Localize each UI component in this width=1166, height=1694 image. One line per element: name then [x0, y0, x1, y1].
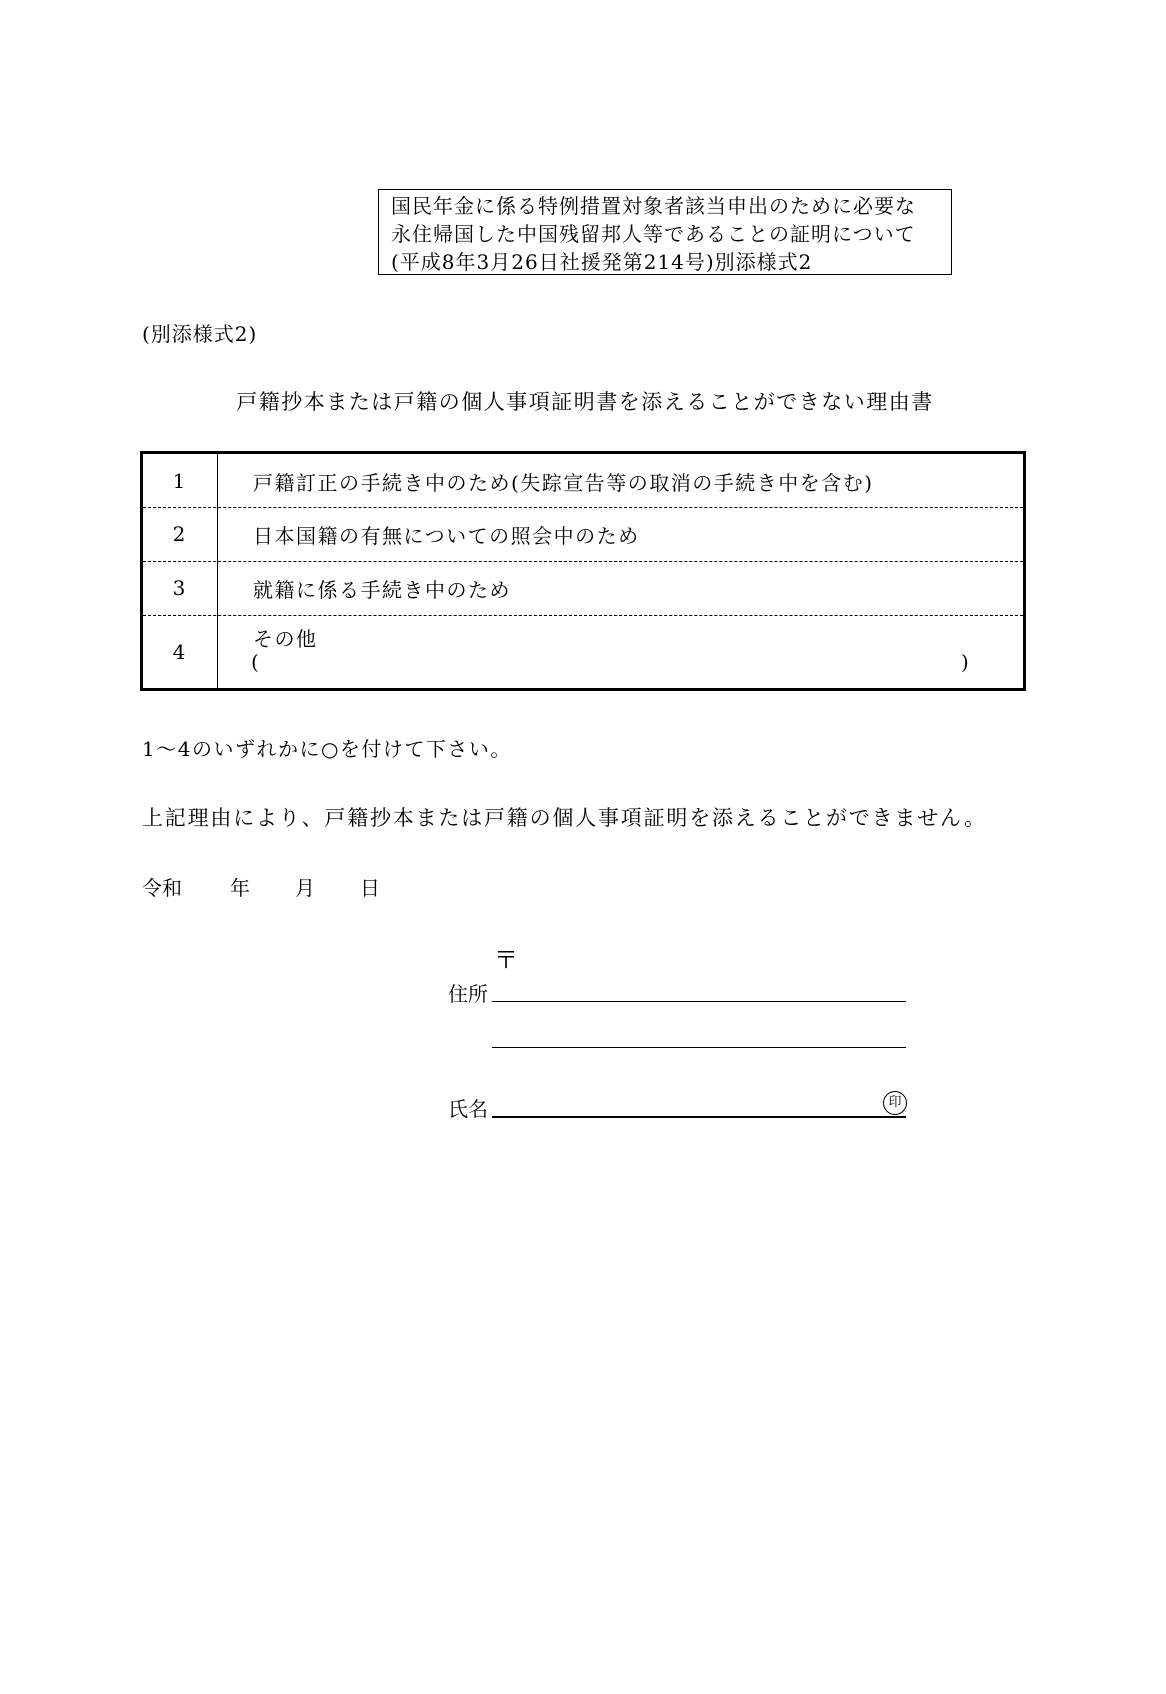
date-month-label: 月 [295, 876, 315, 900]
instruction-text: 1～4のいずれかに○を付けて下さい。 [142, 737, 512, 761]
address-line-1 [492, 1001, 906, 1002]
reason-number: 1 [172, 468, 186, 493]
reason-row-1 [143, 454, 1023, 507]
header-line-3: (平成8年3月26日社援発第214号)別添様式2 [391, 250, 813, 274]
address-line-2 [492, 1047, 906, 1048]
reason-text: 戸籍訂正の手続き中のため(失踪宣告等の取消の手続き中を含む) [253, 471, 874, 495]
reason-row-3 [143, 561, 1023, 615]
other-open-paren: ( [251, 650, 261, 674]
name-line [492, 1116, 906, 1118]
reason-number: 3 [172, 576, 186, 600]
name-label: 氏名 [448, 1097, 488, 1121]
reason-number: 4 [172, 639, 186, 664]
reason-text: 日本国籍の有無についての照会中のため [253, 524, 640, 548]
date-era: 令和 [142, 876, 182, 900]
reason-text: 就籍に係る手続き中のため [253, 578, 511, 602]
other-close-paren: ) [961, 650, 971, 674]
form-label: (別添様式2) [142, 322, 258, 346]
reason-text: その他 [253, 627, 318, 651]
date-day-label: 日 [360, 876, 380, 900]
postal-mark: 〒 [494, 946, 518, 974]
date-year-label: 年 [230, 876, 250, 900]
reason-row-2 [143, 507, 1023, 561]
address-label: 住所 [448, 982, 488, 1006]
reason-row-4 [143, 615, 1023, 688]
header-line-2: 永住帰国した中国残留邦人等であることの証明について [391, 222, 916, 246]
header-line-1: 国民年金に係る特例措置対象者該当申出のために必要な [391, 194, 916, 218]
reason-table [140, 451, 1026, 691]
document-title: 戸籍抄本または戸籍の個人事項証明書を添えることができない理由書 [236, 390, 934, 414]
reason-number: 2 [172, 522, 186, 546]
statement-text: 上記理由により、戸籍抄本または戸籍の個人事項証明を添えることができません。 [142, 806, 987, 830]
seal-mark: 印 [883, 1091, 907, 1115]
reference-header-box [378, 189, 952, 275]
